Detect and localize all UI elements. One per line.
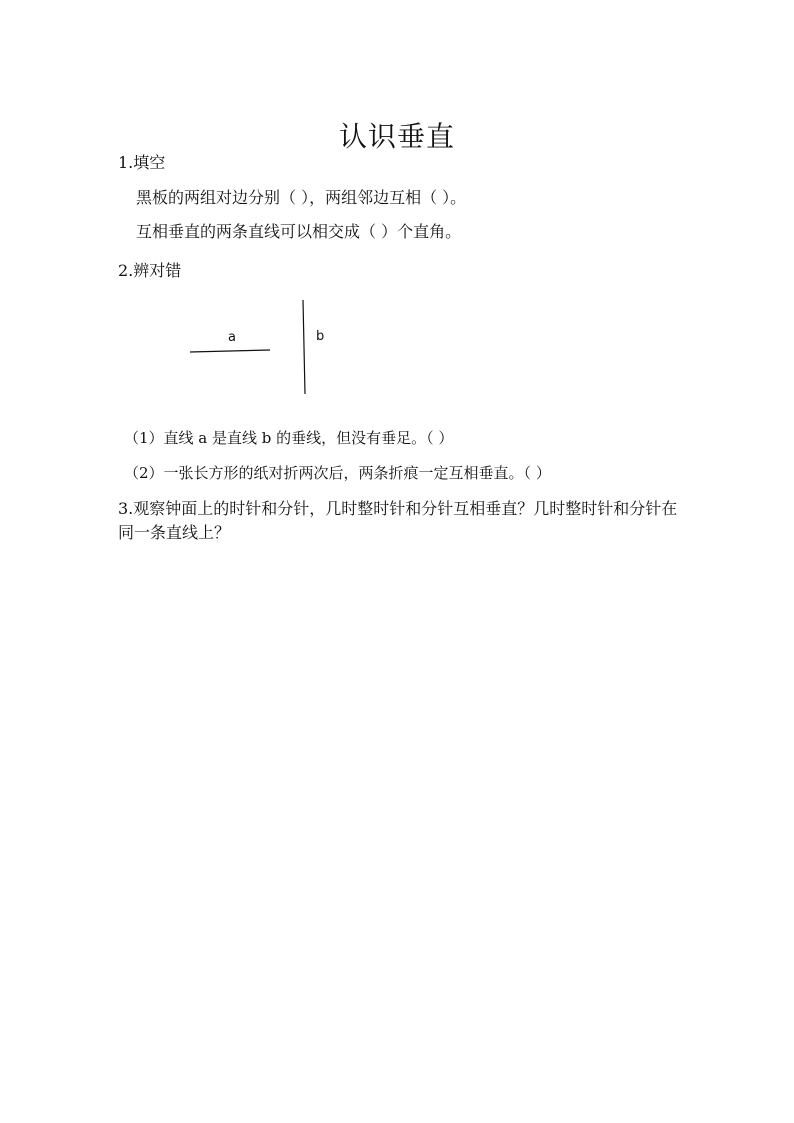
question-1-heading: 1.填空 — [118, 153, 166, 172]
lines-figure — [180, 296, 330, 396]
line-b-label: b — [316, 329, 325, 344]
question-3-text: 3.观察钟面上的时针和分针，几时整时针和分针互相垂直？几时整时针和分针在同一条直线上？ — [118, 499, 678, 542]
line-a — [190, 350, 270, 352]
question-2-item-1: （1）直线 a 是直线 b 的垂线，但没有垂足。（ ） — [124, 429, 454, 447]
line-a-label: a — [228, 330, 236, 345]
lines-figure-svg — [180, 296, 330, 396]
line-b — [303, 300, 305, 394]
question-1-blank-line-2: 互相垂直的两条直线可以相交成（ ）个直角。 — [136, 222, 462, 241]
page-title: 认识垂直 — [338, 119, 455, 153]
question-1-blank-line-1: 黑板的两组对边分别（ ），两组邻边互相（ ）。 — [136, 188, 467, 207]
question-2-heading: 2.辨对错 — [118, 261, 182, 280]
question-2-item-2: （2）一张长方形的纸对折两次后，两条折痕一定互相垂直。（ ） — [124, 464, 551, 482]
